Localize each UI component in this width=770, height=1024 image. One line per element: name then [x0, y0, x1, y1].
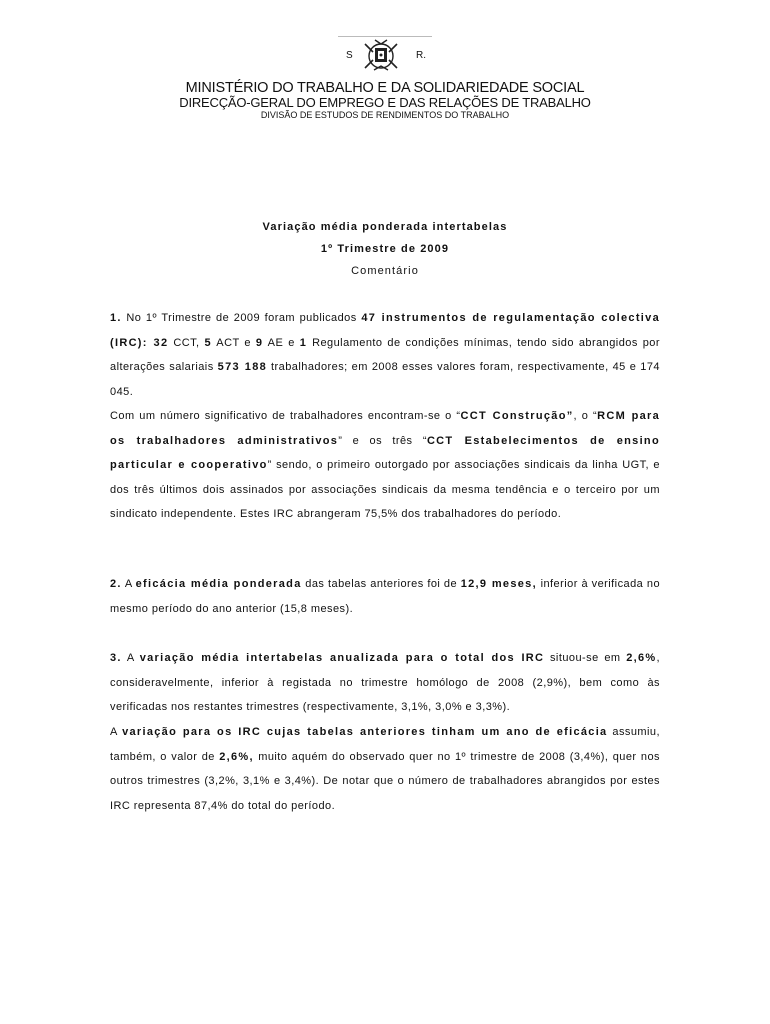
- paragraph-2: [110, 572, 660, 621]
- emphasis: 9: [255, 336, 264, 349]
- text: ” e os três “: [338, 434, 427, 447]
- division-name: DIVISÃO DE ESTUDOS DE RENDIMENTOS DO TRABALHO: [260, 110, 510, 120]
- document-period: 1º Trimestre de 2009: [320, 243, 450, 255]
- text: , consideravelmente, inferior à registada no trimestre homólogo de 2008 (2,9%), bem como às verificadas nos restantes trimestres (respectivamente, 3,1%, 3,0% e 3,3%).: [110, 652, 660, 713]
- coat-of-arms-icon: [361, 38, 401, 74]
- text: A: [121, 578, 136, 590]
- text: trabalhadores; em 2008 esses valores foram, respectivamente, 45 e 174 045.: [110, 361, 660, 398]
- emphasis: RCM para os trabalhadores administrativos: [110, 410, 660, 447]
- emphasis: 5: [204, 336, 212, 349]
- emphasis: eficácia média ponderada: [135, 578, 302, 590]
- emphasis: CCT Construção”: [460, 410, 574, 422]
- ministry-name: MINISTÉRIO DO TRABALHO E DA SOLIDARIEDADE SOCIAL: [185, 80, 585, 96]
- emphasis: 2,6%: [626, 652, 657, 664]
- text: No 1º Trimestre de 2009 foram publicados: [121, 312, 362, 324]
- text: , o “: [573, 410, 598, 422]
- text: muito aquém do observado quer no 1º trimestre de 2008 (3,4%), quer nos outros trimestres (3,2%, 3,1% e 3,4%). De notar que o número de trabalhadores abrangidos por estes IRC representa 87,4% do total do período.: [110, 750, 660, 812]
- text: ACT e: [211, 336, 256, 349]
- text: das tabelas anteriores foi de: [301, 578, 461, 590]
- section-number: 3.: [110, 652, 122, 664]
- emphasis: 47 instrumentos de regulamentação colectiva (IRC): 32: [110, 312, 660, 349]
- seal-letter-left: S: [346, 50, 353, 61]
- document-subtitle: Comentário: [351, 265, 419, 277]
- text: Com um número significativo de trabalhadores encontram-se o “: [110, 410, 461, 422]
- state-seal: [344, 38, 434, 76]
- paragraph-3b: [110, 720, 660, 818]
- paragraph-1b: [110, 404, 660, 527]
- seal-letter-right: R.: [416, 50, 426, 61]
- seal-rule: [338, 36, 432, 37]
- text: A: [110, 726, 123, 738]
- text: AE e: [263, 336, 300, 349]
- directorate-name: DIRECÇÃO-GERAL DO EMPREGO E DAS RELAÇÕES DE TRABALHO: [179, 95, 591, 110]
- text: assumiu, também, o valor de: [110, 726, 660, 763]
- emphasis: CCT Estabelecimentos de ensino particular e cooperativo: [110, 434, 660, 471]
- text: A: [121, 652, 140, 664]
- paragraph-1: [110, 306, 660, 404]
- emphasis: variação média intertabelas anualizada para o total dos IRC: [139, 652, 545, 664]
- paragraph-3: [110, 646, 660, 720]
- emphasis: 1: [299, 336, 308, 349]
- text: ” sendo, o primeiro outorgado por associações sindicais da linha UGT, e dos três últimos dois assinados por associações sindicais da mesma tendência e o terceiro por um sindicato independente. Estes IRC abrangeram 75,5% dos trabalhadores do período.: [110, 459, 660, 520]
- emphasis: 2,6%,: [219, 750, 254, 763]
- emphasis: 12,9 meses,: [460, 578, 537, 590]
- document-title: Variação média ponderada intertabelas: [262, 221, 508, 233]
- section-number: 2.: [110, 578, 122, 590]
- emphasis: variação para os IRC cujas tabelas anteriores tinham um ano de eficácia: [122, 726, 608, 738]
- text: situou-se em: [544, 652, 627, 664]
- text: inferior à verificada no mesmo período do ano anterior (15,8 meses).: [110, 578, 661, 615]
- section-number: 1.: [110, 312, 122, 324]
- text: CCT,: [168, 336, 205, 349]
- text: Regulamento de condições mínimas, tendo sido abrangidos por alterações salariais: [110, 336, 660, 373]
- emphasis: 573 188: [217, 361, 268, 373]
